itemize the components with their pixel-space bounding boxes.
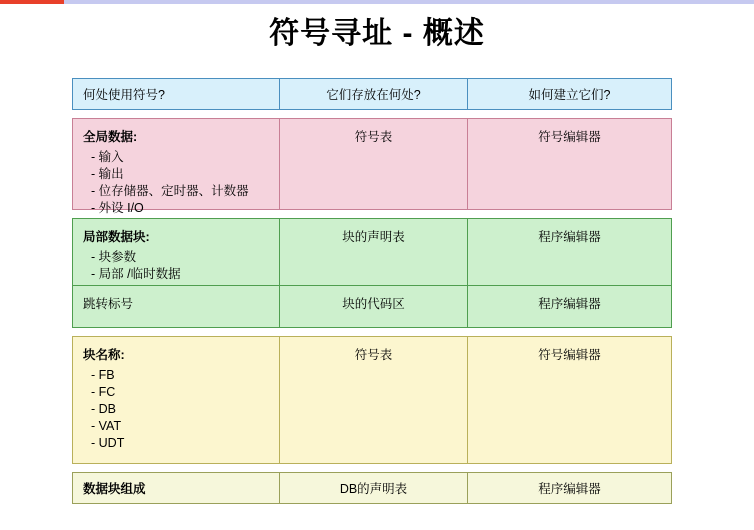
table-header-row [72,78,672,110]
list-item: - UDT [91,436,125,450]
group2-row1-created-cell: 程序编辑器 [468,218,672,286]
list-item: - 块参数 [91,250,137,264]
list-item: - 输出 [91,167,124,181]
group2-row1-list [83,249,269,283]
group1-row1-title: 全局数据: [83,130,138,144]
page-title: 符号寻址 - 概述 [269,17,485,50]
group2-row2-usage-cell [72,286,280,328]
group2-row2-created-cell: 程序编辑器 [468,286,672,328]
group2-row1-stored-cell: 块的声明表 [280,218,468,286]
group1-row1-usage-cell [72,118,280,215]
list-item: - FC [91,385,116,399]
top-decoration-bar [0,0,754,4]
table-row [72,218,672,286]
list-item: - 位存储器、定时器、计数器 [91,184,249,198]
group3-row1-title: 块名称: [83,348,125,362]
group2-row2-title: 跳转标号 [83,297,134,311]
table-header-cell-3: 如何建立它们? [468,78,672,110]
table-row [72,118,672,215]
group2-row1-title: 局部数据块: [83,230,150,244]
list-item: - 外设 I/O [91,201,144,215]
list-item: - DB [91,402,116,416]
group1-row1-created-cell: 符号编辑器 [468,118,672,210]
group2-row2-stored-cell: 块的代码区 [280,286,468,328]
group3-row1-created-cell: 符号编辑器 [468,336,672,464]
group2-row1-usage-cell [72,218,280,286]
group1-row1-stored-cell: 符号表 [280,118,468,210]
group1-row1-list [83,149,269,217]
top-accent-block [0,0,64,4]
table-header-cell-2: 它们存放在何处? [280,78,468,110]
list-item: - VAT [91,419,122,433]
table-row [72,336,672,464]
group4-row1-stored-cell: DB的声明表 [280,472,468,504]
group4-row1-usage-cell: 数据块组成 [72,472,280,504]
table-row [72,286,672,328]
table-header-cell-1: 何处使用符号? [72,78,280,110]
list-item: - FB [91,368,115,382]
group3-row1-list [83,367,269,452]
symbol-addressing-table [72,78,672,512]
group3-row1-usage-cell [72,336,280,464]
list-item: - 局部 /临时数据 [91,267,181,281]
list-item: - 输入 [91,150,124,164]
group4-row1-created-cell: 程序编辑器 [468,472,672,504]
group3-row1-stored-cell: 符号表 [280,336,468,464]
table-row [72,472,672,504]
